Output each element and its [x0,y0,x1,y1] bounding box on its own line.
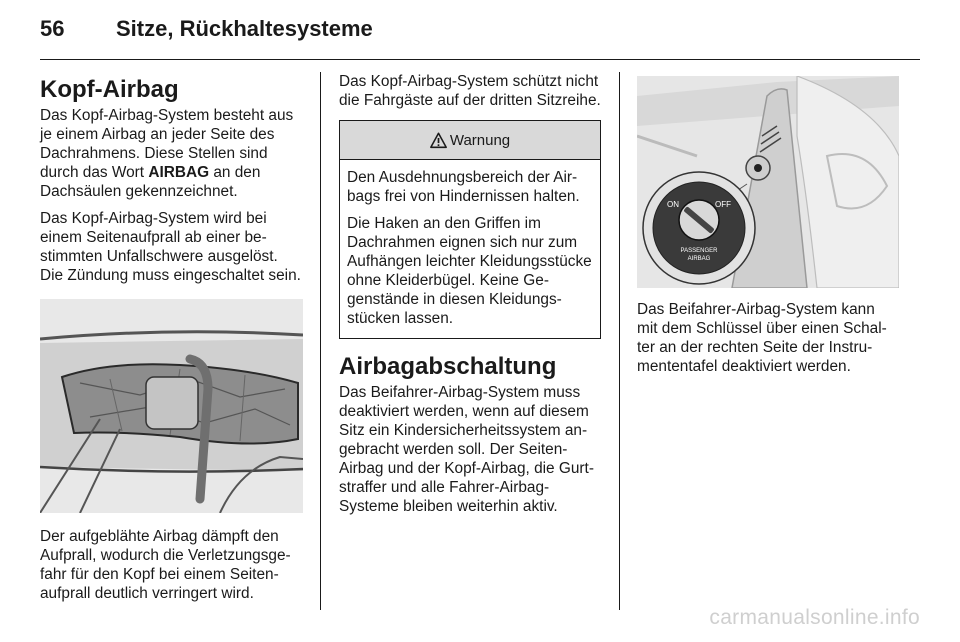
header-rule [40,59,920,60]
figure-caption: Der aufgeblähte Airbag dämpft den Aufprall, wodurch die Verletzungsgefahr für den Kopf bei einem Seitenaufprall deutlich verringert wird. [40,528,291,602]
heading-kopf-airbag: Kopf-Airbag [40,76,179,103]
switch-off-label: OFF [715,200,731,209]
warning-box [339,120,601,339]
airbag-switch-illustration [637,76,899,288]
figure-inflated-curtain-airbag [40,299,303,513]
paragraph-third-row: Das Kopf-Airbag-System schützt nicht die Fahrgäste auf der dritten Sitzreihe. [339,73,601,109]
para1-text-a: Das Kopf-Airbag-System besteht aus je einem Airbag an jeder Seite des Dachrahmens. Diese Stellen sind durch das Wort [40,107,294,181]
paragraph-deactivation: Das Beifahrer-Airbag-System muss deaktiviert werden, wenn auf diesem Sitz ein Kindersicherheitssystem angebracht werden soll. Der Seiten-Airbag und der Kopf-Airbag, die Gurtstraffer und alle Fahrer-Airbag-Systeme bleiben weiterhin aktiv. [339,384,594,515]
column-2 [339,72,601,524]
column-1 [40,72,303,611]
heading-airbagabschaltung: Airbagabschaltung [339,353,557,380]
warning-triangle-icon [430,132,447,149]
page-number: 56 [40,16,65,41]
curtain-airbag-illustration [40,299,303,513]
watermark: carmanualsonline.info [709,606,920,629]
para1-text-b: an den Dachsäulen gekennzeichnet. [40,164,261,200]
switch-airbag-label: AIRBAG [687,256,711,262]
switch-on-label: ON [667,200,679,209]
column-divider-2 [619,72,620,610]
paragraph-deployment: Das Kopf-Airbag-System wird bei einem Seitenaufprall ab einer bestimmten Unfallschwere ausgelöst. Die Zündung muss eingeschaltet sein. [40,210,301,284]
warning-title: Warnung [449,131,511,149]
warning-body [340,160,600,338]
paragraph-key-switch: Das Beifahrer-Airbag-System kann mit dem Schlüssel über einen Schalter an der rechten Seite der Instrumententafel deaktiviert werden. [637,301,887,375]
warning-paragraph-2: Die Haken an den Griffen im Dachrahmen eignen sich nur zum Aufhängen leichter Kleidungsstücke ohne Kleiderbügel. Keine Gegenstände in diesen Kleidungsstücken lassen. [347,215,592,327]
figure-passenger-airbag-switch [637,76,899,288]
warning-header [340,121,600,160]
section-title: Sitze, Rückhaltesysteme [116,16,373,41]
paragraph-system-description [40,106,303,201]
column-3 [637,72,899,384]
warning-paragraph-1: Den Ausdehnungsbereich der Airbags frei von Hindernissen halten. [347,169,580,205]
switch-passenger-label: PASSENGER [680,248,718,254]
column-divider-1 [320,72,321,610]
airbag-word: AIRBAG [148,164,210,181]
page-header [40,16,920,56]
